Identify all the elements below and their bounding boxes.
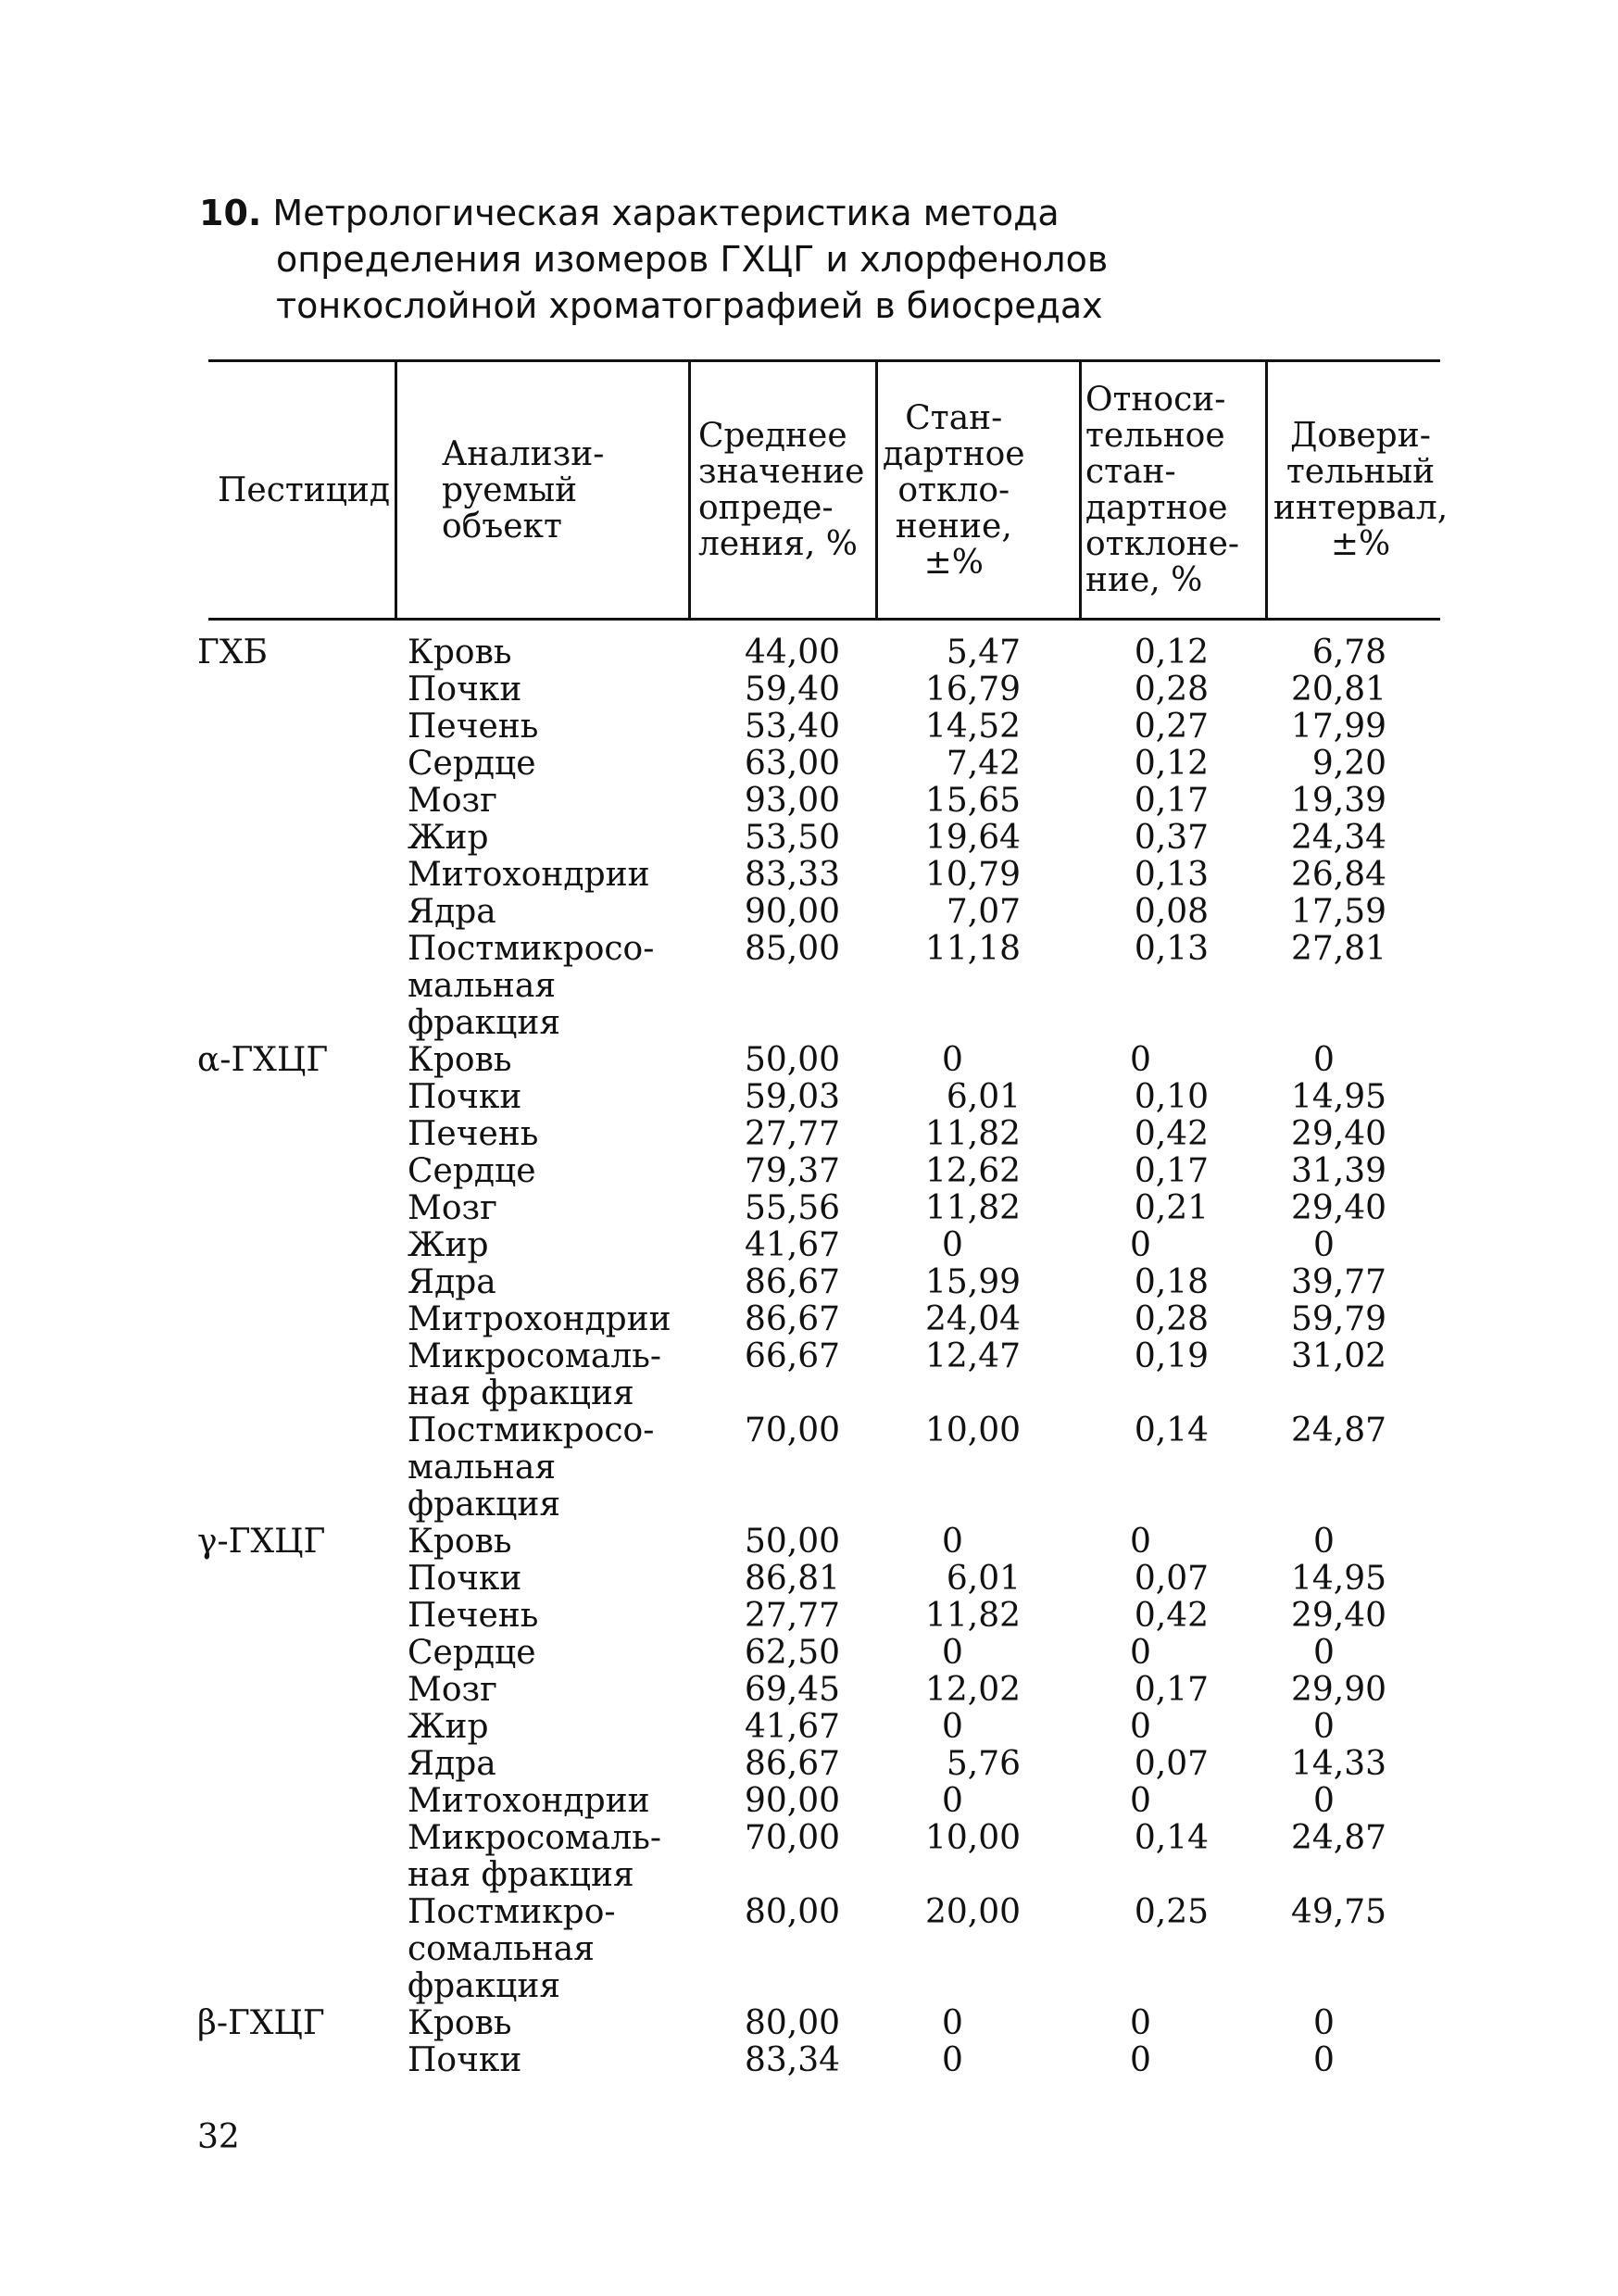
rel-std-dev-value: 0 — [1130, 2004, 1151, 2042]
rel-std-dev-value: 0,08 — [1134, 893, 1209, 931]
std-dev-value: 0 — [942, 1782, 963, 1820]
mean-value: 69,45 — [744, 1671, 840, 1709]
conf-interval-value: 49,75 — [1290, 1893, 1386, 1931]
mean-value: 27,77 — [744, 1115, 840, 1153]
std-dev-value: 0 — [942, 1708, 963, 1746]
mean-value: 86,67 — [744, 1263, 840, 1301]
mean-value: 44,00 — [744, 634, 840, 671]
rel-std-dev-value: 0,19 — [1134, 1337, 1209, 1375]
header-object: Анализи- руемый объект — [442, 434, 605, 546]
conf-interval-value: 0 — [1313, 1634, 1335, 1672]
std-dev-value: 10,00 — [924, 1819, 1021, 1857]
header-rel-std-dev: Относи- тельное стан- дартное отклоне- ние, % — [1085, 381, 1240, 599]
analyzed-object: Почки — [408, 2041, 522, 2079]
analyzed-object: Почки — [408, 671, 522, 709]
analyzed-object: Почки — [408, 1560, 522, 1598]
std-dev-value: 12,47 — [924, 1337, 1021, 1375]
rel-std-dev-value: 0,42 — [1134, 1597, 1209, 1635]
conf-interval-value: 17,99 — [1290, 708, 1386, 746]
analyzed-object: Микросомаль- ная фракция — [408, 1819, 662, 1894]
conf-interval-value: 0 — [1313, 1226, 1335, 1264]
page-number: 32 — [197, 2118, 240, 2156]
rel-std-dev-value: 0 — [1130, 2041, 1151, 2079]
header-mean: Среднее значение опреде- ления, % — [698, 417, 865, 563]
conf-interval-value: 29,40 — [1290, 1189, 1386, 1227]
conf-interval-value: 0 — [1313, 2004, 1335, 2042]
analyzed-object: Митохондрии — [408, 856, 650, 894]
analyzed-object: Митохондрии — [408, 1782, 650, 1820]
analyzed-object: Мозг — [408, 1671, 498, 1709]
title-line: тонкослойной хроматографией в биосредах — [276, 285, 1103, 326]
column-divider — [1265, 361, 1268, 619]
std-dev-value: 7,07 — [946, 893, 1021, 931]
analyzed-object: Ядра — [408, 1745, 496, 1783]
rel-std-dev-value: 0,10 — [1134, 1078, 1209, 1116]
std-dev-value: 5,76 — [946, 1745, 1021, 1783]
mean-value: 85,00 — [744, 930, 840, 968]
conf-interval-value: 24,87 — [1290, 1819, 1386, 1857]
analyzed-object: Печень — [408, 1115, 539, 1153]
column-divider — [395, 361, 397, 619]
analyzed-object: Ядра — [408, 1263, 496, 1301]
mean-value: 93,00 — [744, 782, 840, 820]
analyzed-object: Митрохондрии — [408, 1300, 671, 1338]
conf-interval-value: 27,81 — [1290, 930, 1386, 968]
mean-value: 63,00 — [744, 745, 840, 783]
analyzed-object: Почки — [408, 1078, 522, 1116]
mean-value: 41,67 — [744, 1226, 840, 1264]
std-dev-value: 6,01 — [946, 1560, 1021, 1598]
column-divider — [688, 361, 691, 619]
analyzed-object: Постмикросо- мальная фракция — [408, 1411, 655, 1524]
std-dev-value: 11,82 — [924, 1189, 1021, 1227]
analyzed-object: Печень — [408, 708, 539, 746]
conf-interval-value: 29,40 — [1290, 1597, 1386, 1635]
mean-value: 50,00 — [744, 1041, 840, 1079]
std-dev-value: 14,52 — [924, 708, 1021, 746]
conf-interval-value: 20,81 — [1290, 671, 1386, 709]
mean-value: 86,67 — [744, 1745, 840, 1783]
mean-value: 59,03 — [744, 1078, 840, 1116]
mean-value: 70,00 — [744, 1819, 840, 1857]
conf-interval-value: 14,33 — [1290, 1745, 1386, 1783]
rel-std-dev-value: 0 — [1130, 1782, 1151, 1820]
conf-interval-value: 29,90 — [1290, 1671, 1386, 1709]
analyzed-object: Микросомаль- ная фракция — [408, 1337, 662, 1412]
std-dev-value: 5,47 — [946, 634, 1021, 671]
mean-value: 80,00 — [744, 1893, 840, 1931]
mean-value: 41,67 — [744, 1708, 840, 1746]
mean-value: 83,34 — [744, 2041, 840, 2079]
std-dev-value: 11,82 — [924, 1597, 1021, 1635]
conf-interval-value: 24,87 — [1290, 1411, 1386, 1449]
conf-interval-value: 6,78 — [1311, 634, 1386, 671]
column-divider — [1079, 361, 1082, 619]
mean-value: 80,00 — [744, 2004, 840, 2042]
conf-interval-value: 19,39 — [1290, 782, 1386, 820]
analyzed-object: Мозг — [408, 1189, 498, 1227]
analyzed-object: Сердце — [408, 1634, 536, 1672]
conf-interval-value: 0 — [1313, 2041, 1335, 2079]
header-pesticide: Пестицид — [218, 470, 391, 509]
analyzed-object: Постмикросо- мальная фракция — [408, 930, 655, 1042]
analyzed-object: Жир — [408, 1226, 489, 1264]
mean-value: 79,37 — [744, 1152, 840, 1190]
analyzed-object: Ядра — [408, 893, 496, 931]
table-number: 10. — [199, 193, 262, 233]
title-line: Метрологическая характеристика метода — [272, 193, 1060, 233]
title-line: определения изомеров ГХЦГ и хлорфенолов — [276, 239, 1109, 280]
analyzed-object: Кровь — [408, 634, 512, 671]
mean-value: 50,00 — [744, 1523, 840, 1561]
pesticide-name: ГХБ — [197, 634, 268, 671]
rel-std-dev-value: 0 — [1130, 1523, 1151, 1561]
rel-std-dev-value: 0,12 — [1134, 634, 1209, 671]
std-dev-value: 6,01 — [946, 1078, 1021, 1116]
mean-value: 90,00 — [744, 893, 840, 931]
analyzed-object: Жир — [408, 1708, 489, 1746]
std-dev-value: 20,00 — [924, 1893, 1021, 1931]
mean-value: 59,40 — [744, 671, 840, 709]
rel-std-dev-value: 0 — [1130, 1041, 1151, 1079]
conf-interval-value: 14,95 — [1290, 1078, 1386, 1116]
rel-std-dev-value: 0,12 — [1134, 745, 1209, 783]
std-dev-value: 11,82 — [924, 1115, 1021, 1153]
conf-interval-value: 0 — [1313, 1782, 1335, 1820]
conf-interval-value: 39,77 — [1290, 1263, 1386, 1301]
rel-std-dev-value: 0,07 — [1134, 1745, 1209, 1783]
analyzed-object: Сердце — [408, 1152, 536, 1190]
mean-value: 70,00 — [744, 1411, 840, 1449]
rel-std-dev-value: 0 — [1130, 1226, 1151, 1264]
rel-std-dev-value: 0,17 — [1134, 1671, 1209, 1709]
std-dev-value: 0 — [942, 1041, 963, 1079]
std-dev-value: 24,04 — [924, 1300, 1021, 1338]
rel-std-dev-value: 0 — [1130, 1634, 1151, 1672]
analyzed-object: Кровь — [408, 1523, 512, 1561]
rel-std-dev-value: 0,37 — [1134, 819, 1209, 857]
mean-value: 86,81 — [744, 1560, 840, 1598]
conf-interval-value: 9,20 — [1311, 745, 1386, 783]
std-dev-value: 0 — [942, 1226, 963, 1264]
rel-std-dev-value: 0,25 — [1134, 1893, 1209, 1931]
mean-value: 55,56 — [744, 1189, 840, 1227]
rel-std-dev-value: 0,13 — [1134, 930, 1209, 968]
std-dev-value: 12,62 — [924, 1152, 1021, 1190]
header-conf-interval: Довери- тельный интервал, ±% — [1273, 417, 1449, 563]
std-dev-value: 7,42 — [946, 745, 1021, 783]
std-dev-value: 19,64 — [924, 819, 1021, 857]
mean-value: 53,50 — [744, 819, 840, 857]
conf-interval-value: 24,34 — [1290, 819, 1386, 857]
mean-value: 53,40 — [744, 708, 840, 746]
rel-std-dev-value: 0,07 — [1134, 1560, 1209, 1598]
conf-interval-value: 14,95 — [1290, 1560, 1386, 1598]
conf-interval-value: 0 — [1313, 1041, 1335, 1079]
mean-value: 86,67 — [744, 1300, 840, 1338]
analyzed-object: Печень — [408, 1597, 539, 1635]
pesticide-name: γ-ГХЦГ — [197, 1523, 326, 1561]
rel-std-dev-value: 0,14 — [1134, 1819, 1209, 1857]
std-dev-value: 0 — [942, 2041, 963, 2079]
std-dev-value: 10,79 — [924, 856, 1021, 894]
rel-std-dev-value: 0 — [1130, 1708, 1151, 1746]
rel-std-dev-value: 0,28 — [1134, 1300, 1209, 1338]
std-dev-value: 15,65 — [924, 782, 1021, 820]
std-dev-value: 11,18 — [924, 930, 1021, 968]
rel-std-dev-value: 0,17 — [1134, 1152, 1209, 1190]
analyzed-object: Жир — [408, 819, 489, 857]
rel-std-dev-value: 0,13 — [1134, 856, 1209, 894]
analyzed-object: Постмикро- сомальная фракция — [408, 1893, 616, 2005]
pesticide-name: β-ГХЦГ — [197, 2004, 325, 2042]
rel-std-dev-value: 0,14 — [1134, 1411, 1209, 1449]
mean-value: 90,00 — [744, 1782, 840, 1820]
column-divider — [875, 361, 878, 619]
header-std-dev: Стан- дартное отклo- нение, ±% — [883, 398, 1025, 582]
analyzed-object: Кровь — [408, 1041, 512, 1079]
mean-value: 27,77 — [744, 1597, 840, 1635]
conf-interval-value: 0 — [1313, 1523, 1335, 1561]
rel-std-dev-value: 0,28 — [1134, 671, 1209, 709]
rel-std-dev-value: 0,18 — [1134, 1263, 1209, 1301]
conf-interval-value: 59,79 — [1290, 1300, 1386, 1338]
std-dev-value: 0 — [942, 1523, 963, 1561]
rel-std-dev-value: 0,21 — [1134, 1189, 1209, 1227]
std-dev-value: 12,02 — [924, 1671, 1021, 1709]
std-dev-value: 0 — [942, 2004, 963, 2042]
conf-interval-value: 17,59 — [1290, 893, 1386, 931]
std-dev-value: 16,79 — [924, 671, 1021, 709]
analyzed-object: Мозг — [408, 782, 498, 820]
conf-interval-value: 29,40 — [1290, 1115, 1386, 1153]
analyzed-object: Кровь — [408, 2004, 512, 2042]
rel-std-dev-value: 0,42 — [1134, 1115, 1209, 1153]
conf-interval-value: 31,39 — [1290, 1152, 1386, 1190]
std-dev-value: 0 — [942, 1634, 963, 1672]
mean-value: 83,33 — [744, 856, 840, 894]
mean-value: 66,67 — [744, 1337, 840, 1375]
std-dev-value: 15,99 — [924, 1263, 1021, 1301]
mean-value: 62,50 — [744, 1634, 840, 1672]
conf-interval-value: 31,02 — [1290, 1337, 1386, 1375]
conf-interval-value: 26,84 — [1290, 856, 1386, 894]
rel-std-dev-value: 0,17 — [1134, 782, 1209, 820]
conf-interval-value: 0 — [1313, 1708, 1335, 1746]
analyzed-object: Сердце — [408, 745, 536, 783]
rel-std-dev-value: 0,27 — [1134, 708, 1209, 746]
table-title — [199, 190, 1218, 329]
std-dev-value: 10,00 — [924, 1411, 1021, 1449]
pesticide-name: α-ГХЦГ — [197, 1041, 329, 1079]
